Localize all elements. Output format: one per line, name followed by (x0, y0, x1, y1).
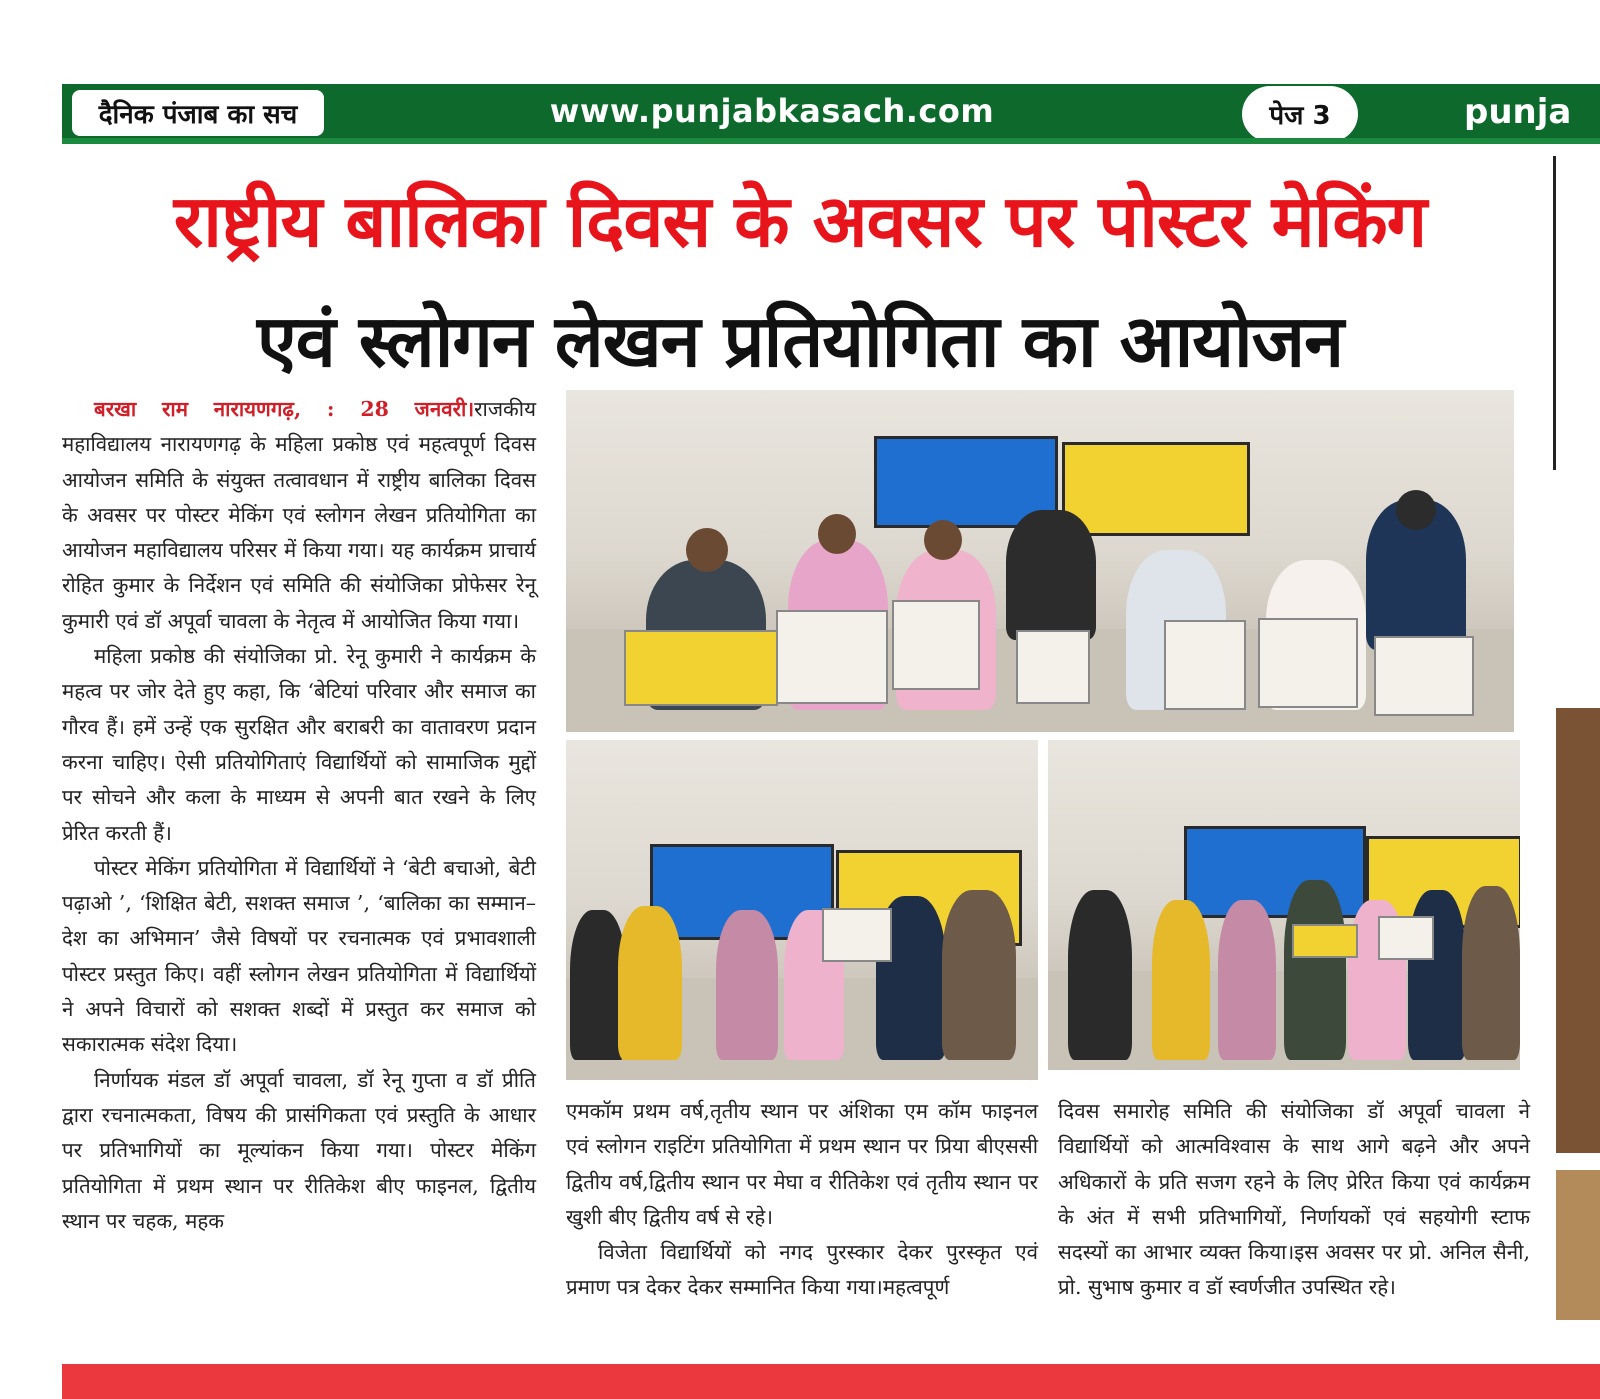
next-headline-fragment (62, 1364, 1600, 1399)
person (1462, 886, 1520, 1060)
poster (1164, 620, 1246, 710)
adjacent-photo-edge (1556, 1170, 1600, 1320)
photo-certificate-presentation-1 (566, 740, 1038, 1080)
next-headline-cut (62, 1356, 1600, 1399)
adjacent-article-edge (1553, 156, 1600, 470)
person (1006, 510, 1096, 640)
photo-certificate-presentation-2 (1048, 740, 1520, 1070)
photo-group-participants (566, 390, 1514, 732)
person (716, 910, 778, 1060)
page-number: पेज 3 (1242, 86, 1358, 142)
poster (1292, 924, 1358, 958)
poster (776, 610, 888, 704)
poster (1016, 630, 1090, 704)
person-head (1396, 490, 1436, 530)
person (618, 906, 682, 1060)
article-para-3: पोस्टर मेकिंग प्रतियोगिता में विद्यार्थियों ने ‘बेटी बचाओ, बेटी पढ़ाओ ’, ‘शिक्षित बेटी, सशक्त समाज ’, ‘बालिका का सम्मान–देश का अभिमान’ जैसे विषयों पर रचनात्मक एवं प्रभावशाली पोस्टर प्रस्तुत किए। वहीं स्लोगन लेखन प्रतियोगिता में विद्यार्थियों ने अपने विचारों को सशक्त शब्दों में प्रस्तुत कर समाज को सकारात्मक संदेश दिया। (62, 855, 536, 1057)
article-column-1 (62, 392, 536, 1239)
article-para-6: विजेता विद्यार्थियों को नगद पुरस्कार देकर पुरस्कृत एवं प्रमाण पत्र देकर देकर सम्मानित किया गया।महत्वपूर्ण (566, 1240, 1038, 1300)
site-url[interactable]: www.punjabkasach.com (549, 92, 995, 130)
certificate (822, 908, 892, 962)
dateline: बरखा राम नारायणगढ़, : 28 जनवरी। (94, 397, 475, 421)
certificate (1378, 916, 1434, 960)
person (1152, 900, 1210, 1060)
poster (892, 600, 980, 690)
article-column-3 (1058, 1094, 1530, 1306)
article-para-2: महिला प्रकोष्ठ की संयोजिका प्रो. रेनू कुमारी ने कार्यक्रम के महत्व पर जोर देते हुए कहा, कि ‘बेटियां परिवार और समाज का गौरव हैं। हमें उन्हें एक सुरक्षित और बराबरी का वातावरण प्रदान करना चाहिए। ऐसी प्रतियोगिताएं विद्यार्थियों को सामाजिक मुद्दों पर सोचने और कला के माध्यम से अपनी बात रखने के लिए प्रेरित करती हैं। (62, 644, 536, 845)
adjacent-photo-edge (1556, 708, 1600, 1153)
poster (1374, 636, 1474, 716)
brand-right-cut: punja (1464, 92, 1572, 132)
poster (624, 630, 778, 706)
article-column-2 (566, 1094, 1038, 1306)
article-para-1: बरखा राम नारायणगढ़, : 28 जनवरी।राजकीय महाविद्यालय नारायणगढ़ के महिला प्रकोष्ठ एवं महत्वपूर्ण दिवस आयोजन समिति के संयुक्त तत्वावधान में राष्ट्रीय बालिका दिवस के अवसर पर पोस्टर मेकिंग एवं स्लोगन लेखन प्रतियोगिता का आयोजन महाविद्यालय परिसर में किया गया। यह कार्यक्रम प्राचार्य रोहित कुमार के निर्देशन एवं समिति की संयोजिका प्रोफेसर रेनू कुमारी एवं डॉ अपूर्वा चावला के नेतृत्व में आयोजित किया गया। (62, 397, 536, 633)
poster (1258, 618, 1358, 708)
person-head (818, 514, 856, 554)
person (1218, 900, 1276, 1060)
headline-line1: राष्ट्रीय बालिका दिवस के अवसर पर पोस्टर मेकिंग (173, 179, 1427, 263)
person (1284, 880, 1346, 1060)
person (1068, 890, 1132, 1060)
headline-line2: एवं स्लोगन लेखन प्रतियोगिता का आयोजन (256, 299, 1344, 383)
masthead-stripe (62, 138, 1600, 144)
person-head (924, 520, 962, 560)
article-para-7: दिवस समारोह समिति की संयोजिका डॉ अपूर्वा चावला ने विद्यार्थियों को आत्मविश्वास के साथ आगे बढ़ने और अपने अधिकारों के प्रति सजग रहने के लिए प्रेरित किया एवं कार्यक्रम के अंत में सभी प्रतिभागियों, निर्णायकों एवं सहयोगी स्टाफ सदस्यों का आभार व्यक्त किया।इस अवसर पर प्रो. अनिल सैनी, प्रो. सुभाष कुमार व डॉ स्वर्णजीत उपस्थित रहे। (1058, 1099, 1530, 1300)
person-head (686, 528, 728, 572)
article-para-5: एमकॉम प्रथम वर्ष,तृतीय स्थान पर अंशिका एम कॉम फाइनल एवं स्लोगन राइटिंग प्रतियोगिता में प्रथम स्थान पर प्रिया बीएससी द्वितीय वर्ष,द्वितीय स्थान पर मेघा व रीतिकेश एवं तृतीय स्थान पर खुशी बीए द्वितीय वर्ष से रहे। (566, 1099, 1038, 1229)
brand-logo: दैनिक पंजाब का सच (72, 90, 324, 136)
person (942, 890, 1016, 1060)
masthead (62, 84, 1600, 144)
article-para-4: निर्णायक मंडल डॉ अपूर्वा चावला, डॉ रेनू गुप्ता व डॉ प्रीति द्वारा रचनात्मकता, विषय की प्रासंगिकता एवं प्रस्तुति के आधार पर प्रतिभागियों का मूल्यांकन किया गया। पोस्टर मेकिंग प्रतियोगिता में प्रथम स्थान पर रीतिकेश बीए फाइनल, द्वितीय स्थान पर चहक, महक (62, 1067, 536, 1233)
events-banner (1062, 442, 1250, 536)
